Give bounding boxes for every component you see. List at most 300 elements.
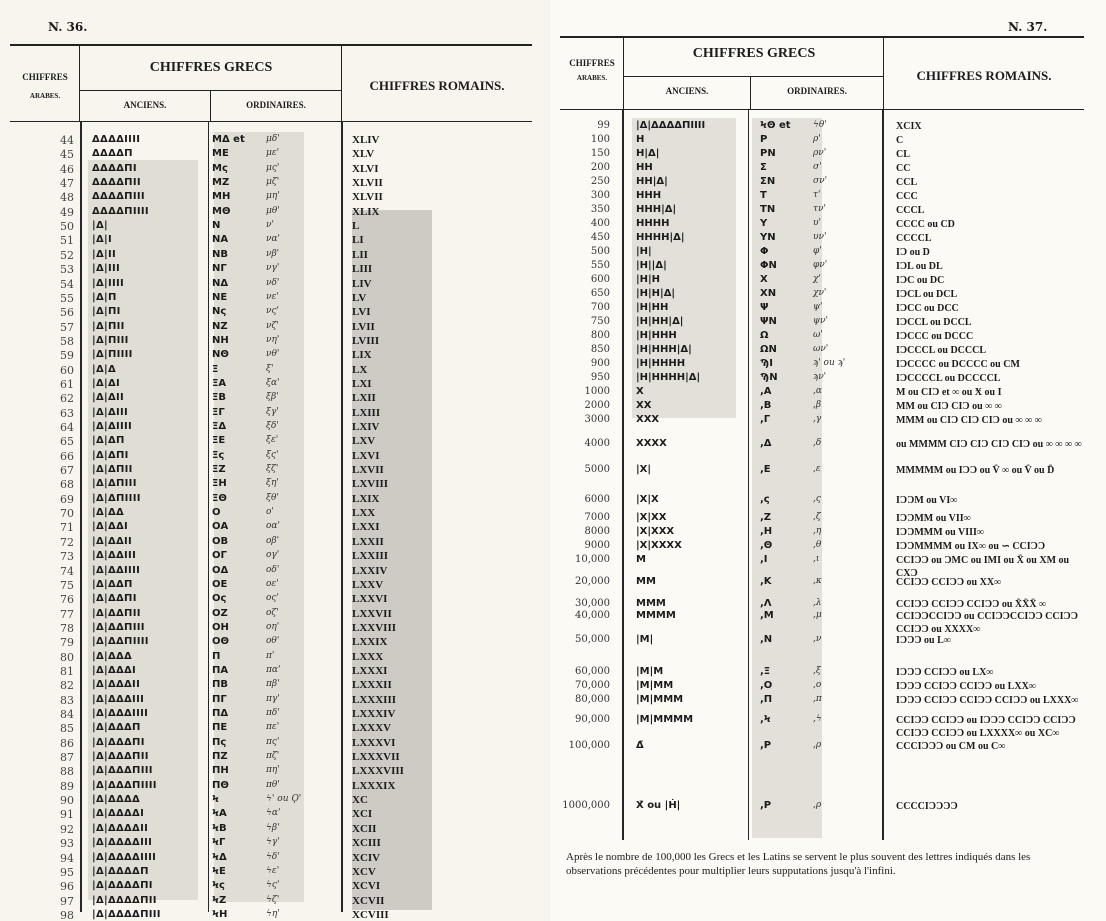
accent-numeral: ϟα' <box>266 808 281 819</box>
accent-numeral: ,κ <box>813 576 822 586</box>
accent-numeral: ϟη' <box>266 908 280 919</box>
table-row <box>44 306 504 321</box>
table-row <box>44 679 504 694</box>
table-row <box>44 335 504 350</box>
roman-numeral: IƆƆƆ ou L∞ <box>896 635 951 646</box>
ordinary-numeral: ΝΓ <box>212 263 227 275</box>
ordinary-numeral: Ν <box>212 220 221 232</box>
ordinary-numeral: ,ς <box>760 494 770 505</box>
roman-numeral: LIV <box>352 277 372 290</box>
row-number: 70 <box>60 507 74 521</box>
row-number: 300 <box>590 190 610 201</box>
ancient-numeral: |Δ|ΔΔΠΙΙΙ <box>92 621 145 633</box>
ancient-numeral: |Δ|ΠΙ <box>92 306 121 318</box>
ordinary-numeral: Τ <box>760 190 767 201</box>
ordinary-numeral: ΟΗ <box>212 621 229 633</box>
accent-numeral: σ' <box>813 162 822 172</box>
row-number: 6000 <box>584 494 610 505</box>
header-grecs-title: CHIFFRES GRECS <box>692 46 816 61</box>
ancient-numeral: ΗΗΗ <box>636 190 662 201</box>
ancient-numeral: |Η|Η <box>636 274 661 285</box>
ancient-numeral: |Δ|ΔΔΔΠ <box>92 722 141 734</box>
accent-numeral: ϟζ' <box>266 894 280 905</box>
ordinary-numeral: ΟΕ <box>212 578 228 590</box>
ordinary-numeral: Π <box>212 650 221 662</box>
ordinary-numeral: ΞΔ <box>212 421 227 432</box>
table-header <box>560 36 1084 110</box>
accent-numeral: ,ϟ <box>813 714 822 724</box>
accent-numeral: ϟ' ou Ϙ' <box>266 794 302 805</box>
accent-numeral: μδ' <box>266 134 280 144</box>
ordinary-numeral: ,Γ <box>760 414 771 425</box>
table-row <box>44 392 504 407</box>
roman-numeral: LII <box>352 248 368 261</box>
accent-numeral: ,π <box>813 694 822 704</box>
accent-numeral: ,ο <box>813 680 822 690</box>
ordinary-numeral: Σ <box>760 162 767 173</box>
ordinary-numeral: ,Ζ <box>760 512 772 523</box>
table-row <box>44 565 504 580</box>
roman-numeral: LX <box>352 363 368 376</box>
roman-numeral: MM ou CIƆ CIƆ ou ∞ ∞ <box>896 401 1002 412</box>
roman-numeral: CCIƆƆ CCIƆƆ CCIƆƆ ou X̄X̄X̄ ∞ <box>896 599 1047 610</box>
table-row <box>44 823 504 838</box>
row-number: 85 <box>60 722 74 736</box>
table-row <box>44 808 504 823</box>
row-number: 56 <box>60 306 74 320</box>
ancient-numeral: |Η|ΗΗΗ <box>636 330 677 341</box>
accent-numeral: μζ' <box>266 177 280 188</box>
accent-numeral: χν' <box>813 288 827 298</box>
ancient-numeral: |Δ|ΔΠΙΙΙ <box>92 478 137 490</box>
accent-numeral: πγ' <box>266 693 280 704</box>
roman-numeral: LVIII <box>352 334 380 347</box>
ancient-numeral: ΧΧ <box>636 400 652 411</box>
roman-numeral: CCCCIƆƆƆƆ <box>896 801 958 812</box>
row-number: 800 <box>590 330 610 341</box>
ancient-numeral: |Δ|ΔΔΔΔΙΙΙΙ <box>92 851 157 863</box>
row-number: 80 <box>60 650 74 664</box>
ancient-numeral: |Δ|ΔΔΠ <box>92 578 133 590</box>
row-number: 50,000 <box>575 634 610 645</box>
ancient-numeral: ΧΧΧ <box>636 414 660 425</box>
accent-numeral: νγ' <box>266 263 280 274</box>
table-row <box>44 837 504 852</box>
ancient-numeral: |Δ|ΔΔ <box>92 507 125 519</box>
table-row <box>44 536 504 551</box>
ancient-numeral: |Η|ΗΗΗ|Δ| <box>636 344 692 355</box>
roman-numeral: XLVII <box>352 177 383 190</box>
table-row <box>44 866 504 881</box>
ancient-numeral: |Χ|ΧΧΧ <box>636 526 675 537</box>
ancient-numeral: |Η|ΗΗ <box>636 302 669 313</box>
accent-numeral: ϟθ' <box>813 120 827 130</box>
ancient-numeral: |Χ|ΧΧΧΧ <box>636 540 682 551</box>
ordinary-numeral: ΝΖ <box>212 320 228 332</box>
roman-numeral: XCIX <box>896 121 922 132</box>
table-row <box>44 694 504 709</box>
accent-numeral: ξθ' <box>266 492 279 503</box>
ancient-numeral: |Δ|ΠΙΙΙΙ <box>92 349 133 361</box>
accent-numeral: νθ' <box>266 349 280 360</box>
accent-numeral: ξ' <box>266 363 274 374</box>
ordinary-numeral: ,Λ <box>760 598 772 609</box>
ordinary-numeral: Πς <box>212 736 227 748</box>
roman-numeral: LXVIII <box>352 478 389 491</box>
ancient-numeral: |Δ|ΔΔΠΙΙΙΙ <box>92 636 149 648</box>
ordinary-numeral: ϞΔ <box>212 851 227 863</box>
roman-numeral: CCCIƆƆƆ ou CM ou C∞ <box>896 741 1006 752</box>
row-number: 82 <box>60 679 74 693</box>
accent-numeral: ϟς' <box>266 880 280 891</box>
roman-numeral: IƆCCC ou DCCC <box>896 331 974 342</box>
table-row <box>44 751 504 766</box>
roman-numeral: LXXVII <box>352 607 392 620</box>
row-number: 94 <box>60 851 74 865</box>
numeral-table <box>560 120 1100 840</box>
ancient-numeral: |Η||Δ| <box>636 260 667 271</box>
row-number: 100 <box>590 134 610 145</box>
accent-numeral: ρ' <box>813 134 821 144</box>
table-row <box>44 493 504 508</box>
table-row <box>44 780 504 795</box>
accent-numeral: ,ς <box>813 494 821 504</box>
roman-numeral: IƆƆM ou VI∞ <box>896 495 958 506</box>
roman-numeral: XC <box>352 794 368 807</box>
accent-numeral: ϟγ' <box>266 837 280 848</box>
ancient-numeral: |Δ|ΔΔΔΔΙ <box>92 808 145 820</box>
roman-numeral: XCII <box>352 822 377 835</box>
row-number: 350 <box>590 204 610 215</box>
roman-numeral: LXVI <box>352 449 380 462</box>
accent-numeral: χ' <box>813 274 821 284</box>
roman-numeral: LIX <box>352 349 372 362</box>
header-grecs <box>80 46 342 121</box>
table-row <box>44 206 504 221</box>
ancient-numeral: |Η|ΗΗΗΗ <box>636 358 686 369</box>
row-number: 54 <box>60 277 74 291</box>
ancient-numeral: ΗΗ <box>636 162 653 173</box>
ordinary-numeral: ΝΘ <box>212 349 229 361</box>
row-number: 650 <box>590 288 610 299</box>
roman-numeral: XCVI <box>352 880 381 893</box>
row-number: 65 <box>60 435 74 449</box>
ancient-numeral: |Μ|ΜΜ <box>636 680 674 691</box>
roman-numeral: M ou CIƆ et ∞ ou Ӿ ou I <box>896 387 1002 398</box>
roman-numeral: IƆƆƆ CCIƆƆ ou LX∞ <box>896 667 994 678</box>
row-number: 84 <box>60 708 74 721</box>
accent-numeral: φν' <box>813 260 828 270</box>
accent-numeral: ν' <box>266 220 274 231</box>
ordinary-numeral: Μς <box>212 162 228 174</box>
accent-numeral: οζ' <box>266 607 279 618</box>
roman-numeral: XCVIII <box>352 908 389 921</box>
row-number: 90 <box>60 794 74 808</box>
accent-numeral: ϡ' ou ϡ' <box>813 358 846 368</box>
row-number: 90,000 <box>575 714 610 725</box>
ordinary-numeral: ,Α <box>760 386 772 397</box>
accent-numeral: ϟε' <box>266 865 280 876</box>
table-row <box>44 895 504 910</box>
row-number: 67 <box>60 464 74 478</box>
numeral-table <box>44 134 504 921</box>
ancient-numeral: |Δ|ΔΔΔΔΠΙΙΙ <box>92 908 161 920</box>
ancient-numeral: ΜΜΜ <box>636 598 666 609</box>
ordinary-numeral: ΨΝ <box>760 316 777 327</box>
row-number: 71 <box>60 521 74 535</box>
row-number: 150 <box>590 148 610 159</box>
table-row <box>44 909 504 921</box>
ancient-numeral: |Χ| <box>636 464 652 475</box>
header-arabes-sub: ARABES. <box>29 92 61 100</box>
ancient-numeral: |Η|ΗΗΗΗ|Δ| <box>636 372 701 383</box>
row-number: 2000 <box>584 400 610 411</box>
ordinary-numeral: Νς <box>212 306 227 318</box>
row-number: 44 <box>60 134 74 147</box>
ancient-numeral: ΔΔΔΔΠΙΙ <box>92 177 141 189</box>
ancient-numeral: |Η| <box>636 246 652 257</box>
ancient-numeral: |Δ|ΔΔΔ <box>92 650 133 662</box>
ordinary-numeral: ,Ε <box>760 464 771 475</box>
table-row <box>44 134 504 149</box>
row-number: 51 <box>60 234 74 248</box>
row-number: 47 <box>60 177 74 191</box>
ancient-numeral: |Δ|ΔΠΙΙΙΙ <box>92 492 141 504</box>
roman-numeral: LVI <box>352 306 371 319</box>
roman-numeral: IƆC ou DC <box>896 275 945 286</box>
ancient-numeral: |Δ|ΔΔΔΔΠΙ <box>92 880 153 892</box>
ordinary-numeral: ΝΔ <box>212 277 229 289</box>
table-row <box>44 579 504 594</box>
header-arabes-sub: ARABES. <box>576 74 608 82</box>
accent-numeral: π' <box>266 650 275 661</box>
ordinary-numeral: ϞΑ <box>212 808 227 820</box>
row-number: 250 <box>590 176 610 187</box>
ordinary-numeral: ,Ρ <box>760 740 772 751</box>
roman-numeral: LXXXV <box>352 722 392 735</box>
row-number: 64 <box>60 421 74 434</box>
ordinary-numeral: Φ <box>760 246 769 257</box>
ordinary-numeral: ΟΔ <box>212 564 229 576</box>
ordinary-numeral: ϞΒ <box>212 822 227 834</box>
table-row <box>44 450 504 465</box>
roman-numeral: CCIƆƆ ou ƆMC ou IMI ou X̄ ou XM ou CXƆ <box>896 555 1070 579</box>
table-row <box>44 349 504 364</box>
table-row <box>44 220 504 235</box>
ordinary-numeral: ΥΝ <box>760 232 776 243</box>
table-row <box>44 249 504 264</box>
table-row <box>44 478 504 493</box>
ancient-numeral: |Δ|Δ <box>92 363 116 375</box>
ancient-numeral: Χ <box>636 386 644 397</box>
roman-numeral: LIII <box>352 263 373 276</box>
roman-numeral: IƆCCCL ou DCCCL <box>896 345 987 356</box>
row-number: 99 <box>597 120 610 131</box>
accent-numeral: ξζ' <box>266 464 279 475</box>
ancient-numeral: |Δ|Ι <box>92 234 112 246</box>
roman-numeral: XLIV <box>352 134 380 146</box>
ancient-numeral: |Δ|ΔΔΔΠΙΙΙΙ <box>92 779 157 791</box>
roman-numeral: LXI <box>352 377 372 390</box>
header-romains-title: CHIFFRES ROMAINS. <box>369 78 505 93</box>
ordinary-numeral: ΤΝ <box>760 204 776 215</box>
ancient-numeral: ΔΔΔΔΠΙ <box>92 162 137 174</box>
table-row <box>44 321 504 336</box>
ordinary-numeral: ϠΝ <box>760 372 778 383</box>
page-number: N. 37. <box>1008 20 1048 34</box>
ordinary-numeral: ΜΗ <box>212 191 231 203</box>
ordinary-numeral: ΩΝ <box>760 344 777 355</box>
row-number: 70,000 <box>575 680 610 691</box>
ordinary-numeral: ΜΖ <box>212 177 230 189</box>
accent-numeral: ξη' <box>266 478 279 489</box>
roman-numeral: LXXXVIII <box>352 765 404 778</box>
ordinary-numeral: ΜΕ <box>212 148 229 160</box>
table-row <box>44 794 504 809</box>
ordinary-numeral: ΞΘ <box>212 492 227 504</box>
accent-numeral: ψν' <box>813 316 829 326</box>
accent-numeral: ο' <box>266 507 274 518</box>
row-number: 76 <box>60 593 74 607</box>
ancient-numeral: Μ <box>636 554 646 565</box>
row-number: 950 <box>590 372 610 383</box>
roman-numeral: MMM ou CIƆ CIƆ CIƆ ou ∞ ∞ ∞ <box>896 415 1042 426</box>
row-number: 750 <box>590 316 610 327</box>
ancient-numeral: |Η|Η|Δ| <box>636 288 676 299</box>
roman-numeral: L <box>352 220 360 233</box>
accent-numeral: ,ν <box>813 634 822 644</box>
table-row <box>44 163 504 178</box>
ordinary-numeral: ΧΝ <box>760 288 777 299</box>
row-number: 58 <box>60 334 74 348</box>
ordinary-numeral: ϞΖ <box>212 894 227 906</box>
row-number: 86 <box>60 736 74 750</box>
roman-numeral: ou MMMM CIƆ CIƆ CIƆ CIƆ ou ∞ ∞ ∞ ∞ <box>896 439 1082 450</box>
row-number: 95 <box>60 865 74 879</box>
row-number: 81 <box>60 664 74 678</box>
table-header <box>10 44 532 122</box>
ancient-numeral: |Δ|ΔΔΙΙΙ <box>92 550 137 562</box>
row-number: 46 <box>60 162 74 176</box>
ordinary-numeral: ΡΝ <box>760 148 776 159</box>
ordinary-numeral: ϞΗ <box>212 908 228 920</box>
ordinary-numeral: ΠΗ <box>212 765 229 777</box>
ancient-numeral: |Δ|ΔΔΔΔΠ <box>92 865 149 877</box>
accent-numeral: πα' <box>266 664 281 675</box>
roman-numeral: LXIII <box>352 406 381 419</box>
table-row <box>44 651 504 666</box>
ancient-numeral: |Χ|Χ <box>636 494 659 505</box>
accent-numeral: τν' <box>813 204 826 214</box>
header-romains <box>884 38 1084 109</box>
roman-numeral: IƆCCL ou DCCL <box>896 317 972 328</box>
roman-numeral: LV <box>352 291 367 304</box>
table-row <box>44 550 504 565</box>
row-number: 4000 <box>584 438 610 449</box>
row-number: 92 <box>60 822 74 836</box>
ancient-numeral: ΜΜΜΜ <box>636 610 676 621</box>
header-romains <box>342 46 532 121</box>
footnote: Après le nombre de 100,000 les Grecs et les Latins se servent le plus souvent des lettres indiqués dans les observations précédentes pour multiplier leurs supputations jusqu'à l'infini. <box>566 851 1031 877</box>
ancient-numeral: ΔΔΔΔΠ <box>92 148 133 160</box>
ordinary-numeral: ϞΓ <box>212 837 226 849</box>
ancient-numeral: |Χ|ΧΧ <box>636 512 667 523</box>
accent-numeral: οα' <box>266 521 280 532</box>
accent-numeral: ,δ <box>813 438 822 448</box>
ordinary-numeral: ΝΒ <box>212 248 228 260</box>
table-row <box>44 737 504 752</box>
ancient-numeral: |Δ|ΔΔΔΔ <box>92 794 141 806</box>
roman-numeral: LXIX <box>352 492 380 505</box>
accent-numeral: ξγ' <box>266 406 279 417</box>
accent-numeral: νη' <box>266 334 280 345</box>
ordinary-numeral: ΠΕ <box>212 722 228 734</box>
row-number: 75 <box>60 578 74 592</box>
ordinary-numeral: ΜΔ et <box>212 134 245 145</box>
accent-numeral: ,ρ <box>813 800 822 810</box>
row-number: 63 <box>60 406 74 420</box>
accent-numeral: πθ' <box>266 779 280 790</box>
row-number: 30,000 <box>575 598 610 609</box>
roman-numeral: LXXXII <box>352 679 392 692</box>
row-number: 78 <box>60 621 74 635</box>
row-number: 52 <box>60 248 74 262</box>
row-number: 89 <box>60 779 74 793</box>
header-anciens: ANCIENS. <box>123 100 167 110</box>
ordinary-numeral: ΠΖ <box>212 751 228 763</box>
ordinary-numeral: ,Ξ <box>760 666 771 677</box>
ordinary-numeral: ΠΑ <box>212 664 229 676</box>
table-row <box>44 421 504 436</box>
table-row <box>44 148 504 163</box>
accent-numeral: ,γ <box>813 414 822 424</box>
table-row <box>44 234 504 249</box>
roman-numeral: XLVII <box>352 191 383 204</box>
roman-numeral: IƆCCCC ou DCCCC ou CM <box>896 359 1020 370</box>
roman-numeral: LXXXIX <box>352 779 396 792</box>
accent-numeral: ,μ <box>813 610 822 620</box>
accent-numeral: ,β <box>813 400 822 410</box>
accent-numeral: ων' <box>813 344 829 354</box>
roman-numeral: LXXXVI <box>352 736 396 749</box>
ordinary-numeral: ΠΓ <box>212 693 227 705</box>
ancient-numeral: Η|Δ| <box>636 148 660 159</box>
row-number: 45 <box>60 148 74 162</box>
ordinary-numeral: ΠΒ <box>212 679 228 691</box>
row-number: 55 <box>60 291 74 305</box>
table-row <box>44 880 504 895</box>
ancient-numeral: ΔΔΔΔΙΙΙΙ <box>92 134 141 145</box>
accent-numeral: μθ' <box>266 205 280 216</box>
roman-numeral: XCVII <box>352 894 385 907</box>
ordinary-numeral: ,Μ <box>760 610 774 621</box>
roman-numeral: CCIƆƆ CCIƆƆ ou IƆƆƆ CCIƆƆ CCIƆƆ CCIƆƆ CCIƆƆ ou LXXXX∞ ou XC∞ <box>896 715 1076 739</box>
roman-numeral: XCIII <box>352 837 381 850</box>
ancient-numeral: ΗΗ|Δ| <box>636 176 668 187</box>
roman-numeral: LXXVIII <box>352 621 397 634</box>
ancient-numeral: |Δ|ΔΔΔΠΙ <box>92 736 145 748</box>
ordinary-numeral: ϞΕ <box>212 865 226 877</box>
accent-numeral: ,α <box>813 386 822 396</box>
table-row <box>44 292 504 307</box>
ancient-numeral: ΜΜ <box>636 576 656 587</box>
table-row <box>44 852 504 867</box>
accent-numeral: πε' <box>266 722 280 733</box>
ancient-numeral: |Μ|Μ <box>636 666 664 677</box>
accent-numeral: ξδ' <box>266 421 279 431</box>
ordinary-numeral: ,Π <box>760 694 773 705</box>
table-row <box>44 378 504 393</box>
